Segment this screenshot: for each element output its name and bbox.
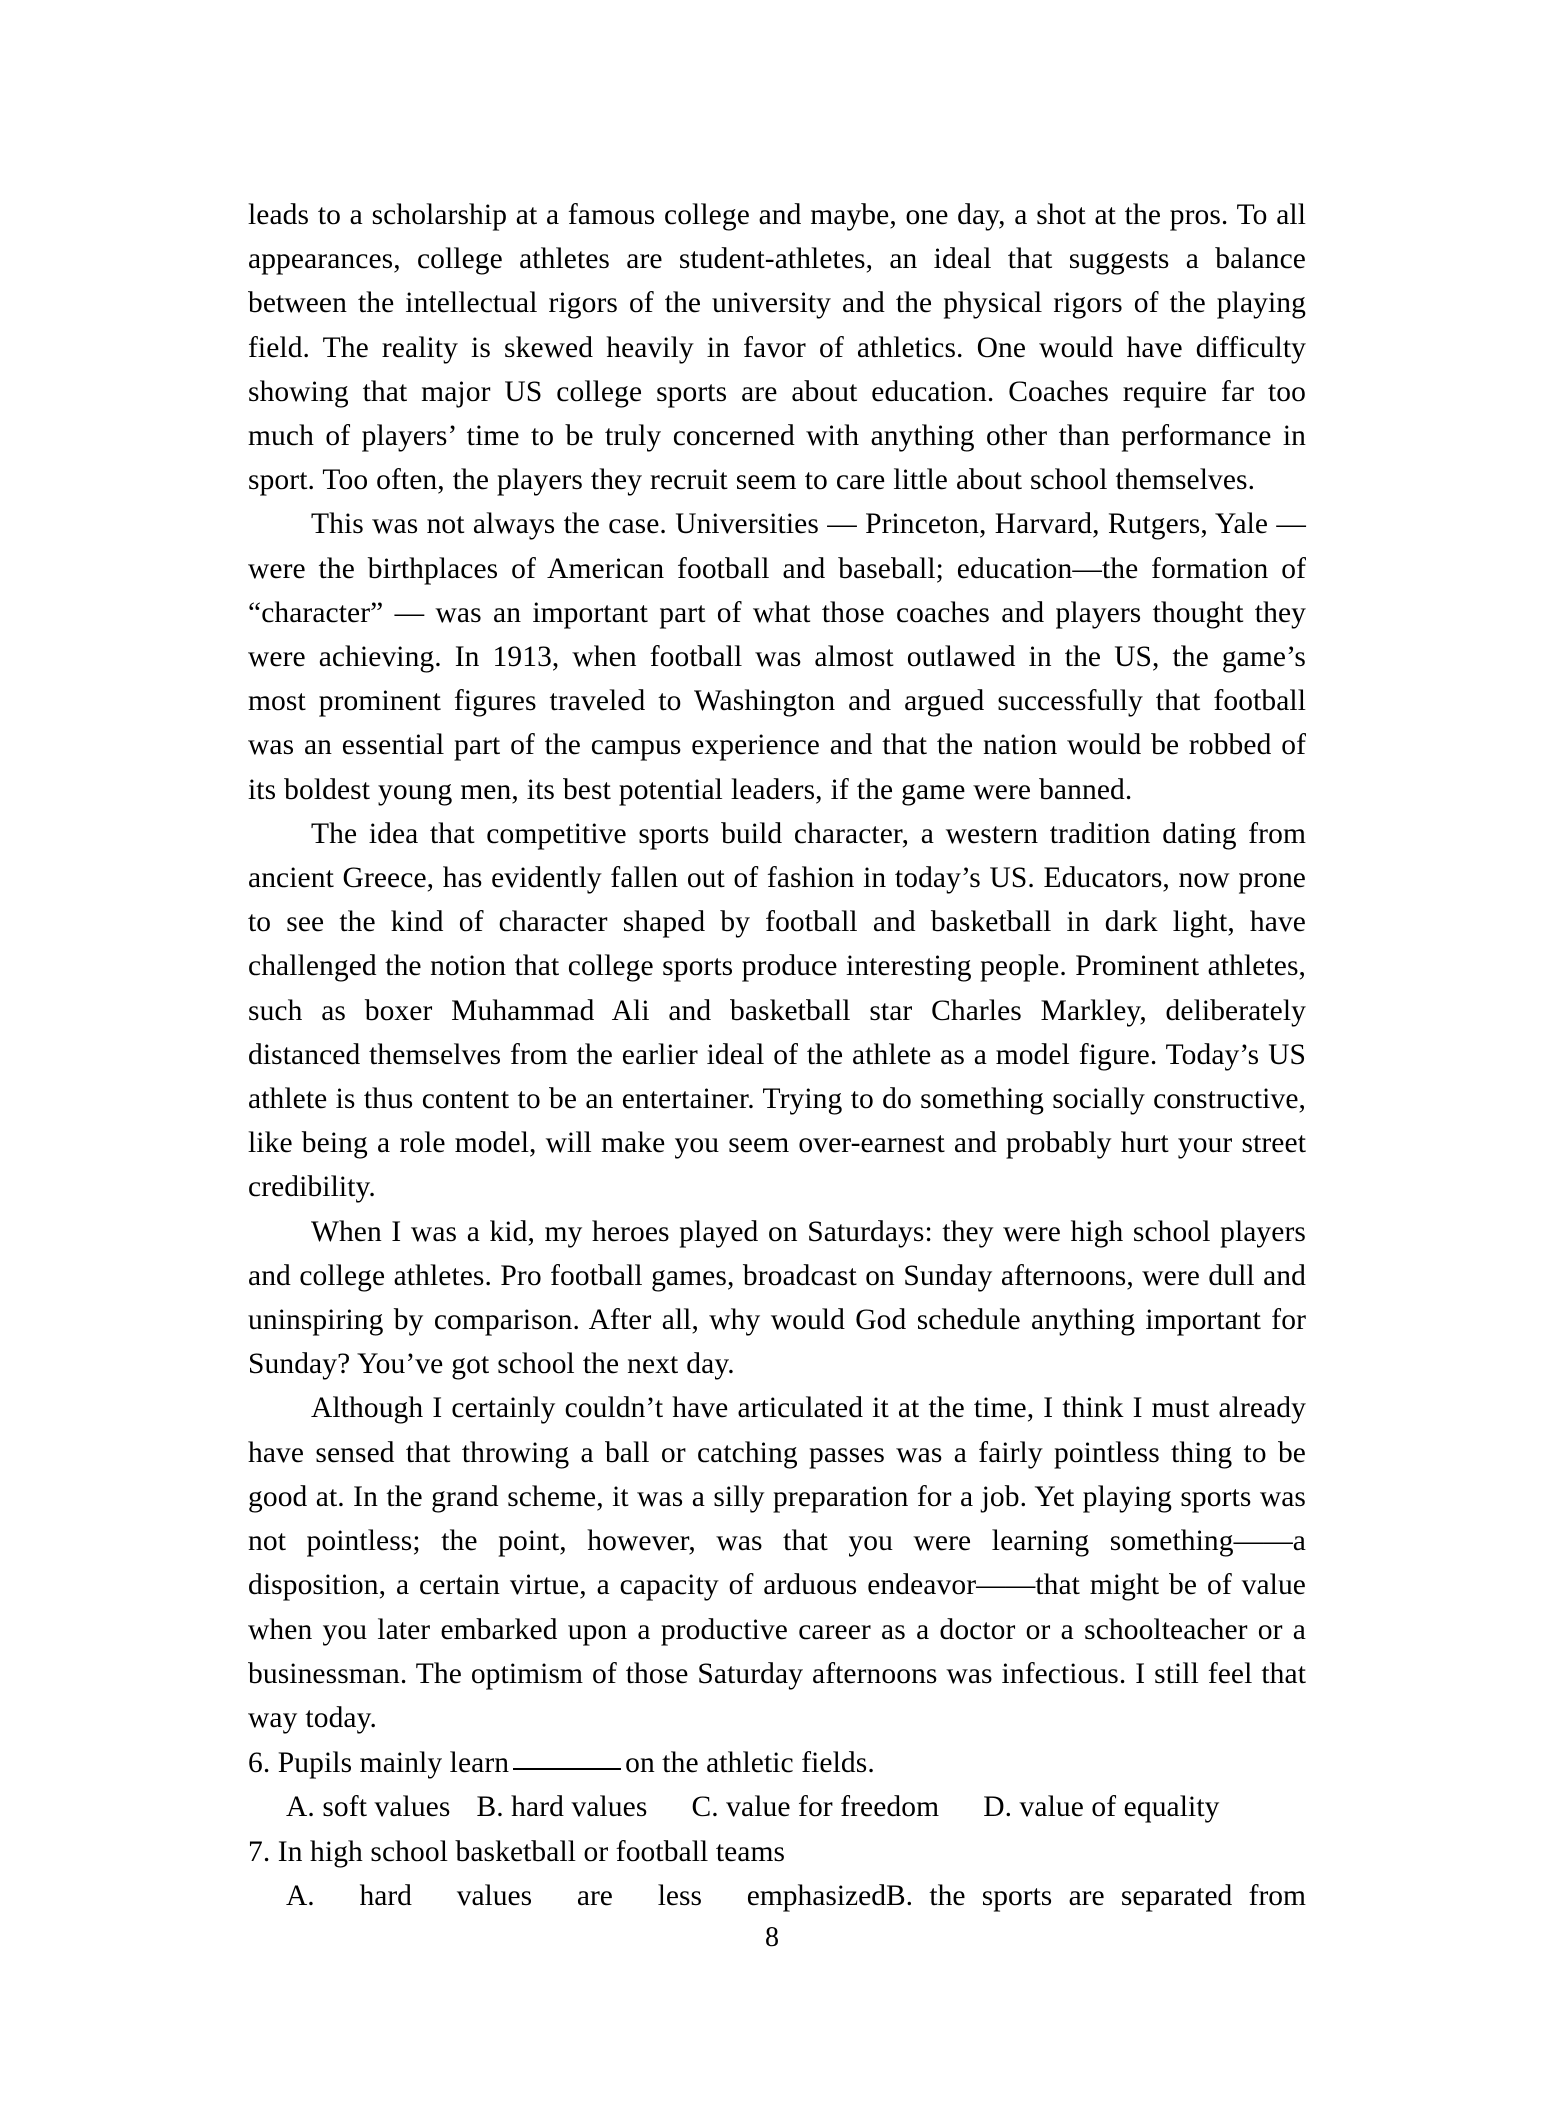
question-6-option-d[interactable]: D. value of equality [983, 1791, 1220, 1824]
question-7-option-a[interactable]: A. hard values are less emphasized [286, 1879, 886, 1912]
question-6-option-c[interactable]: C. value for freedom [691, 1791, 940, 1824]
paragraph-5: Although I certainly couldn’t have articulated it at the time, I think I must already have sensed that throwing a ball or catching passes was a fairly pointless thing to be good at. In the grand scheme, it was a silly preparation for a job. Yet playing sports was not pointless; the point, however, was that you were learning something——a disposition, a certain virtue, a capacity of arduous endeavor——that might be of value when you later embarked upon a productive career as a doctor or a schoolteacher or a businessman. The optimism of those Saturday afternoons was infectious. I still feel that way today. [248, 1392, 1306, 1734]
answer-blank-q6[interactable] [513, 1740, 621, 1770]
page-text-body [248, 193, 1306, 1962]
question-7-stem: 7. In high school basketball or football teams [248, 1835, 786, 1868]
question-6-stem-after: on the athletic fields. [625, 1747, 875, 1780]
paragraph-4: When I was a kid, my heroes played on Saturdays: they were high school players and college athletes. Pro football games, broadcast on Sunday afternoons, were dull and uninspiring by comparison. After all, why would God schedule anything important for Sunday? You’ve got school the next day. [248, 1215, 1306, 1381]
question-7-option-b[interactable]: B. the sports are separated from [886, 1879, 1306, 1912]
question-6-option-b[interactable]: B. hard values [476, 1791, 648, 1824]
question-6-stem-before: 6. Pupils mainly learn [248, 1747, 510, 1780]
question-6-option-a[interactable]: A. soft values [286, 1791, 451, 1824]
question-6-options [248, 1785, 1306, 1829]
page-number: 8 [765, 1922, 779, 1953]
paragraph-3: The idea that competitive sports build character, a western tradition dating from ancient Greece, has evidently fallen out of fashion in today’s US. Educators, now prone to see the kind of character shaped by football and basketball in dark light, have challenged the notion that college sports produce interesting people. Prominent athletes, such as boxer Muhammad Ali and basketball star Charles Markley, deliberately distanced themselves from the earlier ideal of the athlete as a model figure. Today’s US athlete is thus content to be an entertainer. Trying to do something socially constructive, like being a role model, will make you seem over-earnest and probably hurt your street credibility. [248, 817, 1306, 1204]
paragraph-2: This was not always the case. Universities — Princeton, Harvard, Rutgers, Yale — were the birthplaces of American football and baseball; education—the formation of “character” — was an important part of what those coaches and players thought they were achieving. In 1913, when football was almost outlawed in the US, the game’s most prominent figures traveled to Washington and argued successfully that football was an essential part of the campus experience and that the nation would be robbed of its boldest young men, its best potential leaders, if the game were banned. [248, 508, 1306, 806]
paragraph-1: leads to a scholarship at a famous college and maybe, one day, a shot at the pros. To all appearances, college athletes are student-athletes, an ideal that suggests a balance between the intellectual rigors of the university and the physical rigors of the playing field. The reality is skewed heavily in favor of athletics. One would have difficulty showing that major US college sports are about education. Coaches require far too much of players’ time to be truly concerned with anything other than performance in sport. Too often, the players they recruit seem to care little about school themselves. [248, 199, 1306, 497]
question-6-stem [248, 1740, 1306, 1785]
